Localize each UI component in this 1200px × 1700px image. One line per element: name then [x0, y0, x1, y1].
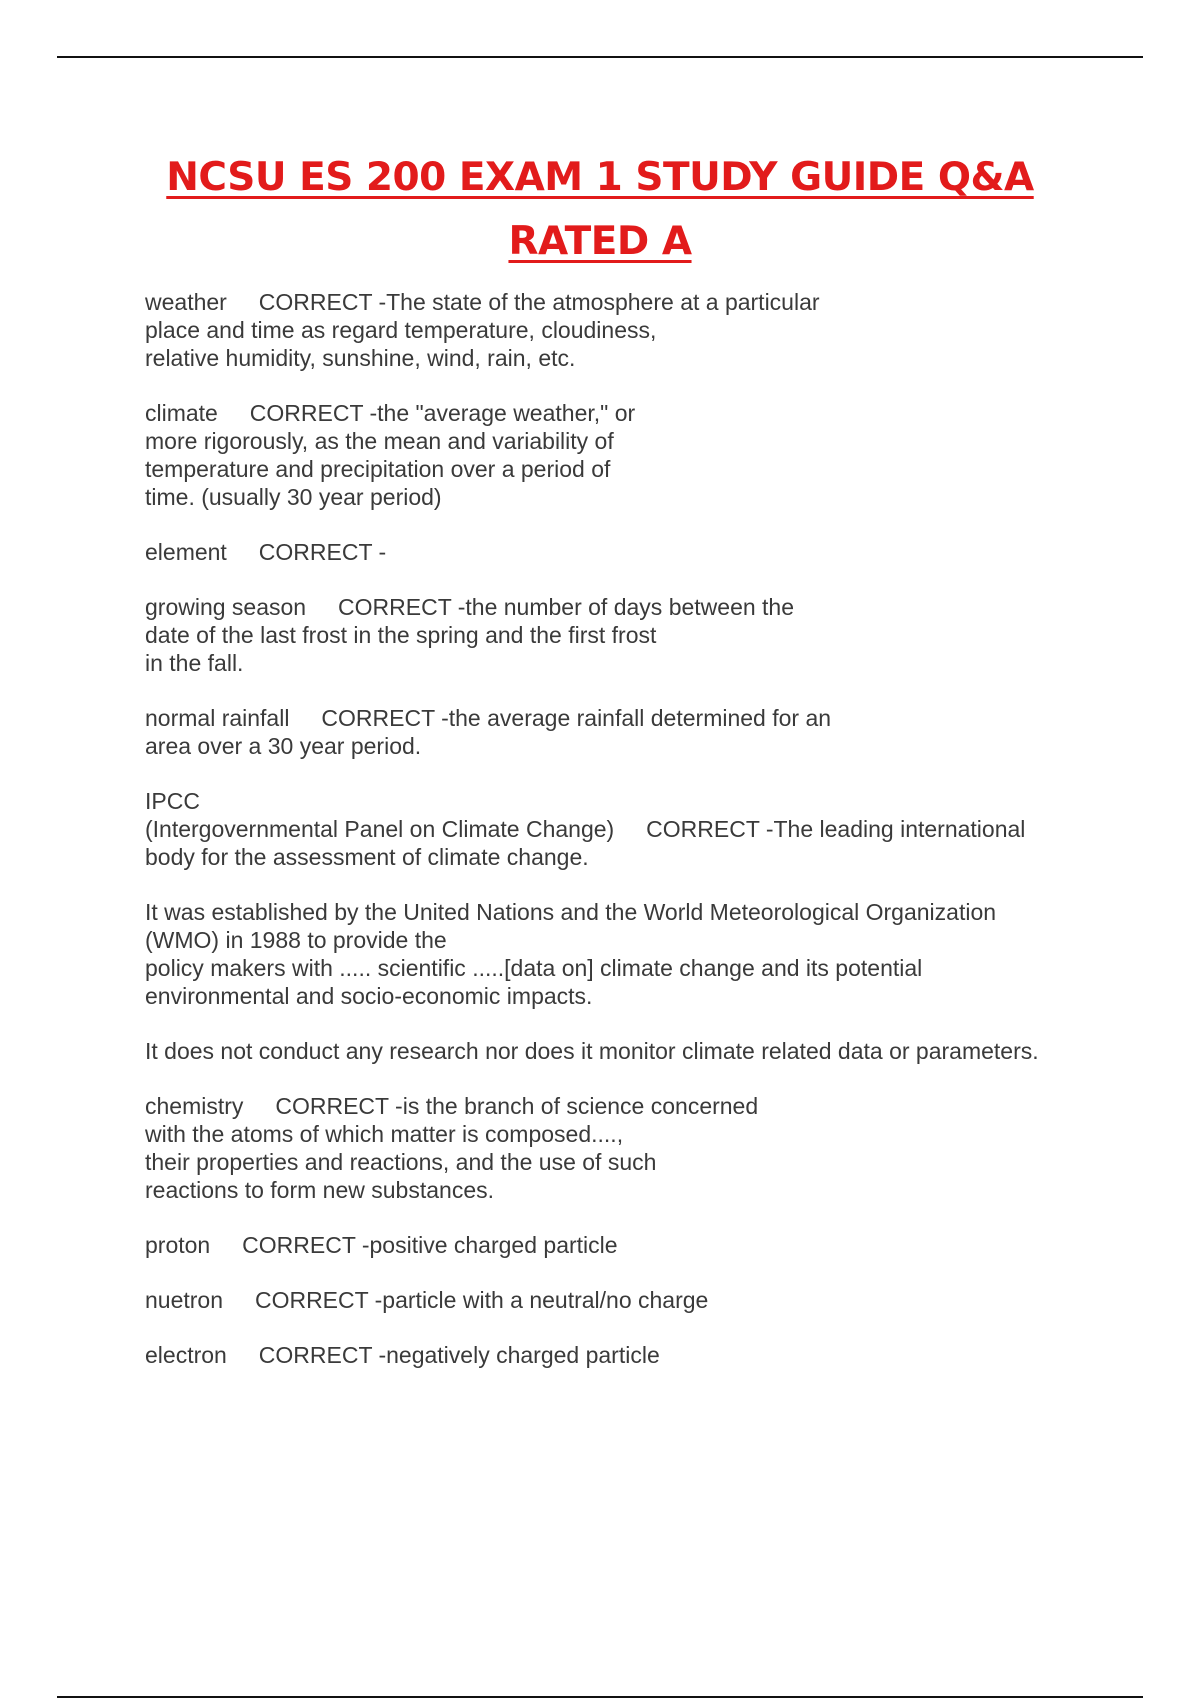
entry-line: normal rainfall CORRECT -the average rainfall determined for an	[145, 705, 832, 731]
entry-growing-season	[145, 593, 1145, 677]
top-rule	[57, 56, 1143, 58]
bottom-rule	[57, 1696, 1143, 1698]
entry-line: nuetron CORRECT -particle with a neutral/no charge	[145, 1287, 709, 1313]
entry-line: proton CORRECT -positive charged particle	[145, 1232, 618, 1258]
title-line-1: NCSU ES 200 EXAM 1 STUDY GUIDE Q&A	[166, 155, 1034, 200]
entry-line: weather CORRECT -The state of the atmosphere at a particular	[145, 289, 820, 315]
entry-line: time. (usually 30 year period)	[145, 484, 442, 510]
entry-line: reactions to form new substances.	[145, 1177, 494, 1203]
entry-line: temperature and precipitation over a period of	[145, 456, 611, 482]
entry-nuetron	[145, 1286, 1145, 1314]
entry-ipcc	[145, 787, 1145, 871]
page-title	[0, 146, 1200, 274]
entry-line: policy makers with ..... scientific .....[data on] climate change and its potential	[145, 955, 923, 981]
entry-climate	[145, 399, 1145, 511]
entry-weather	[145, 288, 1145, 372]
entry-line: It was established by the United Nations and the World Meteorological Organization	[145, 899, 997, 925]
entry-element	[145, 538, 1145, 566]
entry-line: date of the last frost in the spring and the first frost	[145, 622, 657, 648]
entry-normal-rainfall	[145, 704, 1145, 760]
entry-line: place and time as regard temperature, cloudiness,	[145, 317, 657, 343]
entry-line: growing season CORRECT -the number of days between the	[145, 594, 795, 620]
entry-line: their properties and reactions, and the use of such	[145, 1149, 657, 1175]
entry-line: environmental and socio-economic impacts.	[145, 983, 593, 1009]
entry-line: area over a 30 year period.	[145, 733, 422, 759]
entry-line: element CORRECT -	[145, 539, 387, 565]
entry-line: body for the assessment of climate change.	[145, 844, 589, 870]
entry-ipcc-research	[145, 1037, 1145, 1065]
entry-line: (Intergovernmental Panel on Climate Change) CORRECT -The leading international	[145, 816, 1026, 842]
entry-line: relative humidity, sunshine, wind, rain, etc.	[145, 345, 576, 371]
study-guide-content	[145, 288, 1145, 1396]
entry-line: electron CORRECT -negatively charged particle	[145, 1342, 660, 1368]
entry-electron	[145, 1341, 1145, 1369]
entry-line: in the fall.	[145, 650, 244, 676]
entry-ipcc-established	[145, 898, 1145, 1010]
title-line-2: RATED A	[508, 219, 692, 264]
entry-line: It does not conduct any research nor does it monitor climate related data or parameters.	[145, 1038, 1039, 1064]
entry-chemistry	[145, 1092, 1145, 1204]
entry-proton	[145, 1231, 1145, 1259]
entry-line: more rigorously, as the mean and variability of	[145, 428, 614, 454]
entry-line: climate CORRECT -the "average weather," or	[145, 400, 636, 426]
entry-line: chemistry CORRECT -is the branch of science concerned	[145, 1093, 759, 1119]
entry-line: (WMO) in 1988 to provide the	[145, 927, 447, 953]
entry-line: IPCC	[145, 788, 200, 814]
entry-line: with the atoms of which matter is composed....,	[145, 1121, 624, 1147]
